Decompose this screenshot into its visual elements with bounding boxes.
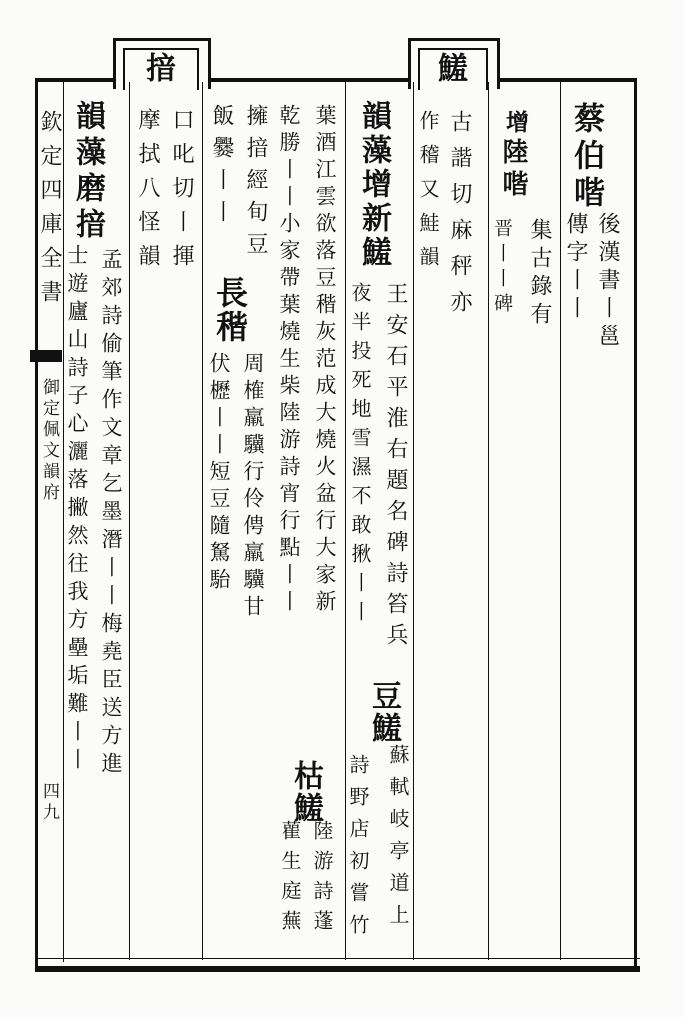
- section-yun-zao-mo-an: 韻藻磨揞: [70, 100, 105, 244]
- text-column: 飯爨丨丨: [209, 104, 234, 232]
- section-yun-zao-zeng-xin: 韻藻增新鱃: [356, 100, 391, 270]
- margin-book-title: 欽定四庫全書: [37, 110, 62, 314]
- text-column: 乾勝丨丨小家帶葉燒生柴陸游詩宵行點丨丨: [277, 104, 301, 617]
- headword-lu-jie: 陸喈: [498, 138, 528, 202]
- text-column: 摩拭八怪韻: [135, 108, 160, 278]
- top-border-right: [492, 78, 637, 82]
- head-tab-left-char: 揞: [140, 52, 175, 82]
- headword-dou-xiu: 豆鱃: [366, 680, 401, 744]
- text-column: 傳字丨丨: [563, 212, 588, 324]
- right-border: [634, 78, 637, 970]
- margin-rule-inner: [63, 82, 64, 962]
- text-column: 晋丨丨碑: [491, 218, 513, 318]
- text-column: 周榷羸驥行伶俜羸驥甘: [241, 352, 265, 622]
- text-column: 古諧切麻秤亦: [447, 110, 472, 326]
- fish-tail-mark: [30, 350, 62, 362]
- text-column: 口叱切丨揮: [169, 108, 194, 278]
- text-column: 王安石平淮右題名碑詩笞兵: [383, 282, 408, 654]
- text-column: 擁揞經旬豆: [243, 104, 268, 264]
- head-tab-right-char: 鱃: [432, 52, 467, 82]
- col-rule: [129, 82, 130, 960]
- top-border: [35, 78, 115, 82]
- col-rule: [413, 82, 414, 960]
- col-rule: [488, 82, 489, 960]
- text-column: 集古錄有: [527, 218, 552, 330]
- headword-ku-xiu: 枯鱃: [288, 760, 323, 824]
- section-zeng: 增: [502, 110, 529, 135]
- side-book-title: 御定佩文韻府: [39, 378, 59, 504]
- text-column: 伏櫪丨丨短豆隨駑駘: [207, 352, 231, 595]
- text-column: 雚生庭蕪: [278, 820, 302, 940]
- text-column: 夜半投死地雪濕不敢揪丨丨: [348, 282, 372, 630]
- headword-chang-jie: 長稭: [211, 276, 249, 344]
- text-column: 詩野店初嘗竹: [346, 754, 370, 946]
- text-column: 作稽又鮭韻: [416, 110, 440, 280]
- text-column: 士遊廬山詩子心灑落撇然往我方壘垢難丨丨: [65, 244, 89, 776]
- text-column: 葉酒江雲欲落豆稭灰范成大燒火盆行大家新: [313, 104, 337, 617]
- bottom-border-inner: [35, 958, 640, 959]
- top-border-mid: [210, 78, 410, 82]
- col-rule: [202, 82, 203, 960]
- headword-cai-bo-jie: 蔡伯喈: [568, 102, 604, 213]
- text-column: 後漢書丨邕: [595, 212, 620, 352]
- bottom-border: [35, 966, 640, 972]
- text-column: 蘇軾岐亭道上: [386, 744, 410, 936]
- col-rule: [560, 82, 561, 960]
- text-column: 陸游詩蓬: [310, 820, 334, 940]
- text-column: 孟郊詩偷筆作文章乞墨潛丨丨梅堯臣送方進: [99, 248, 123, 780]
- page-number: 四九: [39, 782, 59, 824]
